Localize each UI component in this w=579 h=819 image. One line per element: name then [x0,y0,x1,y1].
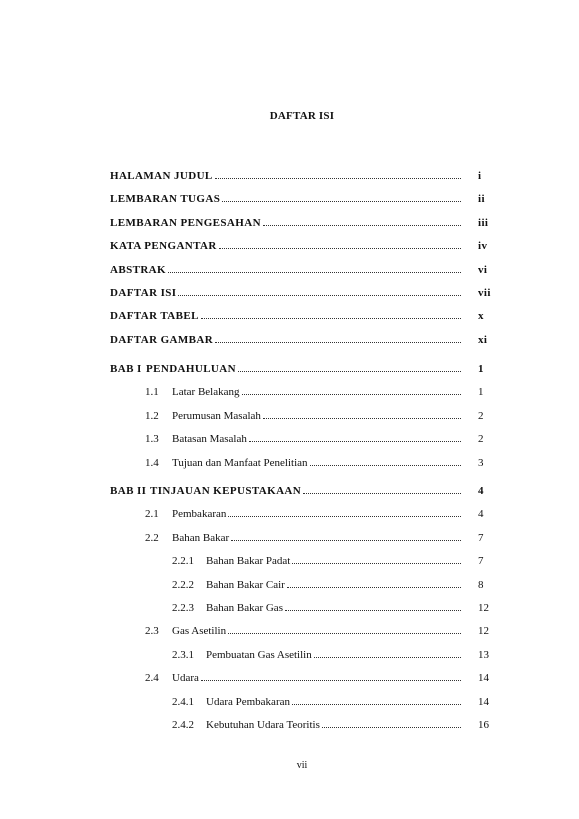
toc-entry-page: x [478,310,484,323]
toc-entry-page: 1 [478,386,484,399]
toc-subsection-entry [172,601,467,615]
toc-entry-page: 1 [478,363,484,375]
toc-entry-page: 12 [478,602,489,614]
dot-leader [292,554,461,564]
dot-leader [231,531,461,541]
toc-entry-number: 2.2.2 [172,578,194,591]
dot-leader [303,484,461,494]
toc-chapter-entry [110,362,467,376]
toc-section-entry [145,531,467,545]
toc-entry-number: BAB II [110,485,147,497]
toc-entry-number: 2.4.2 [172,719,194,731]
toc-front-entry [110,333,467,347]
dot-leader [322,718,461,728]
dot-leader [219,239,461,249]
toc-front-entry [110,169,467,183]
toc-entry-page: ii [478,193,485,206]
toc-entry-page: xi [478,333,488,346]
toc-entry-title: DAFTAR ISI [110,287,177,299]
toc-entry-number: 2.4 [145,672,159,685]
toc-entry-number: 2.2.3 [172,602,194,614]
toc-section-entry [145,432,467,446]
toc-section-entry [145,624,467,638]
toc-entry-number: 2.3.1 [172,648,194,661]
page-number: vii [296,760,308,771]
toc-section-entry [145,671,467,685]
toc-entry-title: Bahan Bakar Padat [206,555,291,568]
toc-section-entry [145,456,467,470]
toc-entry-title: Pembuatan Gas Asetilin [206,648,312,661]
dot-leader [292,695,461,705]
dot-leader [249,432,461,442]
toc-entry-page: 14 [478,695,489,708]
dot-leader [222,192,461,202]
toc-entry-page: i [478,170,482,182]
toc-entry-title: LEMBARAN TUGAS [110,193,221,206]
toc-entry-title: Udara Pembakaran [206,695,290,708]
toc-entry-page: 3 [478,456,484,469]
toc-subsection-entry [172,554,467,568]
dot-leader [287,578,461,588]
toc-section-entry [145,409,467,423]
toc-entry-page: iv [478,240,488,253]
dot-leader [215,333,461,343]
dot-leader [263,409,461,419]
toc-subsection-entry [172,695,467,709]
dot-leader [201,309,461,319]
toc-front-entry [110,192,467,206]
toc-entry-number: 2.2.1 [172,555,194,568]
toc-entry-title: ABSTRAK [110,263,166,276]
toc-entry-title: Bahan Bakar Gas [206,602,283,614]
toc-entry-page: 12 [478,625,489,638]
toc-section-entry [145,507,467,521]
dot-leader [314,648,461,658]
toc-entry-page: 16 [478,719,489,731]
toc-entry-number: 1.2 [145,409,159,422]
toc-entry-page: vi [478,263,488,276]
toc-entry-page: 7 [478,555,484,568]
toc-front-entry [110,286,467,300]
toc-entry-title: Kebutuhan Udara Teoritis [206,719,320,731]
toc-entry-title: Latar Belakang [172,386,240,399]
dot-leader [263,216,461,226]
toc-subsection-entry [172,648,467,662]
toc-entry-number: 1.1 [145,386,159,399]
dot-leader [228,507,461,517]
toc-entry-page: vii [478,287,491,299]
toc-entry-page: 13 [478,648,489,661]
toc-front-entry [110,263,467,277]
dot-leader [285,601,461,611]
toc-entry-page: 7 [478,531,484,544]
toc-entry-title: DAFTAR TABEL [110,310,199,323]
dot-leader [228,624,461,634]
toc-entry-page: 2 [478,409,484,422]
toc-entry-number: 2.4.1 [172,695,194,708]
toc-entry-page: iii [478,216,489,229]
dot-leader [178,286,461,296]
toc-section-entry [145,385,467,399]
toc-entry-number: 1.4 [145,456,159,469]
toc-front-entry [110,239,467,253]
toc-entry-title: PENDAHULUAN [146,363,236,375]
toc-entry-title: Bahan Bakar Cair [206,578,285,591]
toc-subsection-entry [172,578,467,592]
toc-entry-title: LEMBARAN PENGESAHAN [110,216,261,229]
toc-entry-page: 14 [478,672,489,685]
toc-entry-number: 2.2 [145,531,159,544]
toc-front-entry [110,216,467,230]
toc-chapter-entry [110,484,467,498]
dot-leader [168,263,461,273]
toc-entry-title: HALAMAN JUDUL [110,170,213,182]
dot-leader [238,362,461,372]
toc-entry-page: 2 [478,433,484,446]
toc-entry-title: Bahan Bakar [172,531,230,544]
toc-entry-title: Pembakaran [172,508,227,521]
toc-entry-title: TINJAUAN KEPUSTAKAAN [150,485,302,497]
toc-front-entry [110,309,467,323]
toc-subsection-entry [172,718,467,732]
dot-leader [310,456,461,466]
toc-entry-number: 2.3 [145,625,159,638]
page-title: DAFTAR ISI [269,110,335,122]
toc-entry-title: DAFTAR GAMBAR [110,333,214,346]
dot-leader [215,169,461,179]
toc-entry-title: Batasan Masalah [172,433,247,446]
toc-entry-page: 4 [478,508,484,521]
dot-leader [242,385,462,395]
toc-entry-title: Udara [172,672,199,685]
toc-entry-title: Tujuan dan Manfaat Penelitian [172,456,308,469]
toc-entry-number: 1.3 [145,433,159,446]
toc-entry-page: 8 [478,578,484,591]
toc-entry-number: BAB I [110,363,142,375]
toc-entry-title: Gas Asetilin [172,625,227,638]
dot-leader [201,671,461,681]
toc-entry-title: KATA PENGANTAR [110,240,217,253]
toc-entry-title: Perumusan Masalah [172,409,261,422]
toc-entry-number: 2.1 [145,508,159,521]
toc-entry-page: 4 [478,485,484,497]
